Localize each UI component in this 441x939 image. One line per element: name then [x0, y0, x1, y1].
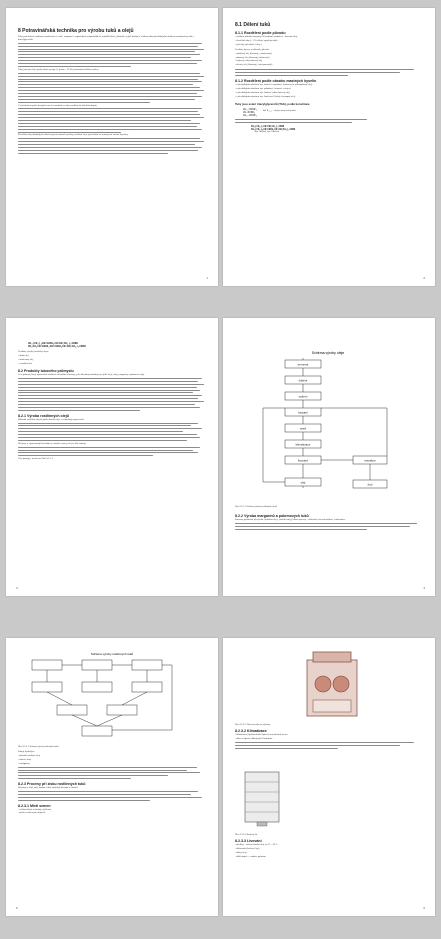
section-text: Suroviny používané při výrobě (rostlinné oleje, ztužené tuky), hlavní procesy – ztužování, interesterifikace, frakcionace. [235, 519, 346, 521]
roller-mill-illustration [293, 648, 371, 720]
flow-label: šrot [367, 482, 373, 487]
text-block [18, 378, 206, 411]
list-item: - ztužené tuky [18, 758, 32, 761]
list-item: - s převládajícím obsahem kys. linolové (slunečnicový olej) [235, 91, 290, 94]
flow-label: mletí [299, 426, 307, 431]
page-number: 6 [423, 906, 425, 910]
fatty-acid-formulas: CH₃(CH₂)₄CH=CHCH₂CH=CH(CH₂)₇COOH CH₃CH₂CH=CHCH₂CH=CHCH₂CH=CH(CH₂)₇COOH [28, 342, 86, 349]
flow-label: klimatizace [295, 442, 311, 447]
figure-caption: Obr. 8.2.3.2 Šnekový lis [235, 834, 258, 836]
page-number: 1 [206, 276, 208, 280]
chapter-heading: 8 Potravinářská technika pro výrobu tuků a olejů [18, 28, 134, 34]
subsection-heading: 8.2.3 Procesy při zisku rostlinných tuků [18, 782, 86, 787]
flow-label: lisování [297, 458, 309, 463]
page-2 [223, 8, 435, 286]
text-block [18, 447, 206, 457]
list-item: - extrakční šrot [18, 363, 32, 366]
list-item: - arašídový olej (lisovaný, extrahovaný) [235, 52, 272, 55]
list-item: - s převládajícím obsahem kys. laurové a myristové (kokosový a palmojádrový olej) [235, 83, 313, 86]
oil-production-flow-diagram [243, 348, 413, 498]
text-block [18, 791, 206, 801]
subsection-heading: 8.1.2 Rozdělení podle obsahu mastných kyselin [235, 78, 317, 83]
section-text: Základní rozdělení olejnin podle obsahu oleje a technologie zpracování. [18, 418, 85, 421]
list-item: - palmový olej (lisovaný, rafinovaný) [235, 56, 270, 59]
flow-label: čištění [298, 378, 308, 383]
flow-label: extrakce [364, 458, 376, 463]
diagram-title: Schéma výroby rostlinných tuků [90, 652, 134, 656]
paragraph-energy: Tuky jsou pro svůj vysoký obsah energie (1 g tuku = 39 kJ) významnou složkou výživy. [18, 68, 99, 71]
tag-formula: CH₂–OCOR₁ CH–OCOR₂ CH₂–OCOR₃ [243, 107, 258, 117]
formula-note: kde R₁,₂,₃ – zbytky mastných kyselin [263, 110, 296, 113]
list-item: - řepkový a slunečnicový olej [235, 60, 263, 63]
section-text: Olejniny se čistí, suší, loupou a drtí; následuje lisování a extrakce. [18, 787, 79, 790]
list-item: - velikost částic ovlivňuje výtěžnost [18, 808, 52, 811]
text-block [235, 119, 423, 123]
text-block [235, 69, 423, 76]
text-block [18, 423, 206, 441]
figure-caption: Obr. 8.2.1.1 Schéma výroby rostlinných olejů [235, 506, 277, 508]
intro-text: Tuky jsou složené struktury označované ve vodě, rozpustné v organických rozpouštědlech, nepříliš těkavé, přírodní a jejich kvalita je většinou dána převládajícím obsahem mastných kyselin a triacylglycerolů. [18, 36, 194, 41]
diagram-title: Schéma výroby oleje [311, 351, 345, 355]
text-block [18, 108, 206, 132]
subsection-heading: 8.2.2 Výroba margarínů a pokrmových tuků [235, 514, 309, 518]
figure-caption: Obr. 8.2.2.1 Schéma výroby ztužených tuků [18, 746, 59, 748]
list-item: - dolisování (šnekové lisy) [235, 847, 260, 850]
list-item: - živočišné tuky (< 1/3 celkové spotřeby tuků) [235, 39, 278, 42]
subsection-heading: 8.2.3.2 Klimatizace [235, 729, 267, 733]
section-heading: 8.2 Produkty tukového průmyslu [18, 369, 74, 374]
list-title: Zahuje hydrolýzu [18, 751, 35, 753]
page-1 [6, 8, 218, 286]
flow-label: loupání [298, 410, 308, 415]
list-item: - další stupeň – extrakce pokrutin [235, 855, 266, 858]
list-title: Produkty úpravy rostlinného původu: [235, 48, 270, 51]
section-heading: 8.1 Dělení tuků [235, 22, 271, 28]
list-item: - rostlinné přírodní suroviny (20 rostlinné produkce) - lisované oleje [235, 36, 298, 38]
list-item: - hrubý olej [18, 355, 29, 358]
list-item: - ohřev a úprava vlhkosti před lisováním [235, 737, 273, 740]
list-item: - předlisy – snížení obsahu oleje na 15 – 20 % [235, 844, 278, 846]
text-block [18, 138, 206, 153]
text-block [235, 523, 423, 530]
list-item: - olivový olej (lisovaný, extra panenský) [235, 64, 273, 67]
paragraph-fatty-acids: Živočišné tuky obsahují převážně nasycené mastné kyseliny, rostlinné oleje jsou bohaté na nenasycené mastné kyseliny. [18, 134, 129, 137]
list-item: - klimatizace (hydrotermická úprava) rozemletých semen [235, 734, 288, 736]
hydrogenation-flow-diagram [22, 650, 202, 742]
subsection-heading: 8.1.1 Rozdělení podle původu [235, 31, 286, 35]
text-block [18, 767, 206, 779]
tag-heading: Tuky jsou esteri triacylglycerolů (TAG), podle konstituce [235, 101, 310, 106]
flow-label: olej [300, 480, 306, 485]
paragraph-groups: V závislosti na počtu dvojných vazeb a struktuře se tuky rozdělují do několika skupin. [18, 104, 98, 107]
fatty-acid-formulas: CH₃(CH₂)₇CH=CH(CH₂)₇COOH CH₃(CH₂)₄CH=CHCH₂CH=CH(CH₂)₇COOH [251, 124, 296, 132]
section-text: Olejniny se zpracovávají lisováním a extrakcí; surový olej se dále rafinuje. [18, 442, 87, 445]
page-6 [223, 638, 435, 916]
page-number: 2 [423, 276, 425, 280]
screw-press-illustration [237, 768, 287, 828]
page-5 [6, 638, 218, 916]
flow-label: semena [297, 362, 309, 367]
page-number: 4 [423, 586, 425, 590]
subsection-heading: 8.2.1 Výroba rostlinných olejů [18, 413, 69, 418]
page-number: 5 [16, 906, 18, 910]
list-item: - rafinovaný olej [18, 359, 34, 362]
fatty-acid-label: kys. olejová, kys. linolová [255, 131, 280, 134]
list-item: - dávky oleje [235, 851, 247, 854]
text-block [18, 73, 206, 103]
list-item: - mletí na válcových mlýnech [18, 812, 46, 815]
page-number: 3 [16, 586, 18, 590]
subsection-heading: 8.2.3.1 Mletí semen [18, 803, 51, 808]
subsection-heading: 8.2.3.3 Lisování [235, 839, 262, 843]
list-item: - ryží tuky (převážně z oleje) [235, 43, 262, 46]
list-item: - s převládajícím obsahem kys. linolenové (lněný a konopný olej) [235, 95, 296, 98]
text-block [235, 742, 423, 749]
text-block [18, 43, 206, 67]
flow-label: sušení [298, 394, 308, 399]
figure-caption: Obr. 8.2.3.2 Válcový mlýn na olejniny [235, 724, 271, 726]
list-item: - přírodní rostlinné oleje [18, 754, 41, 757]
page-3 [6, 318, 218, 596]
section-text: Je to průmysl, který zpracovává rostlinné a živočišné suroviny, jeho hlavními produkty jsou jedlé oleje, tuky, margaríny a pokrmové tuky. [18, 374, 145, 377]
list-item: - emulgátory [18, 762, 30, 765]
list-title: Produkty výroby (hrubého) oleje: [18, 351, 49, 354]
list-item: - s převládajícím obsahem kys. palmitové, stearové a olejové [235, 87, 292, 90]
closing-text: Celý postup je uveden na Obr. 8.2.1.1. [18, 458, 54, 461]
page-4 [223, 318, 435, 596]
